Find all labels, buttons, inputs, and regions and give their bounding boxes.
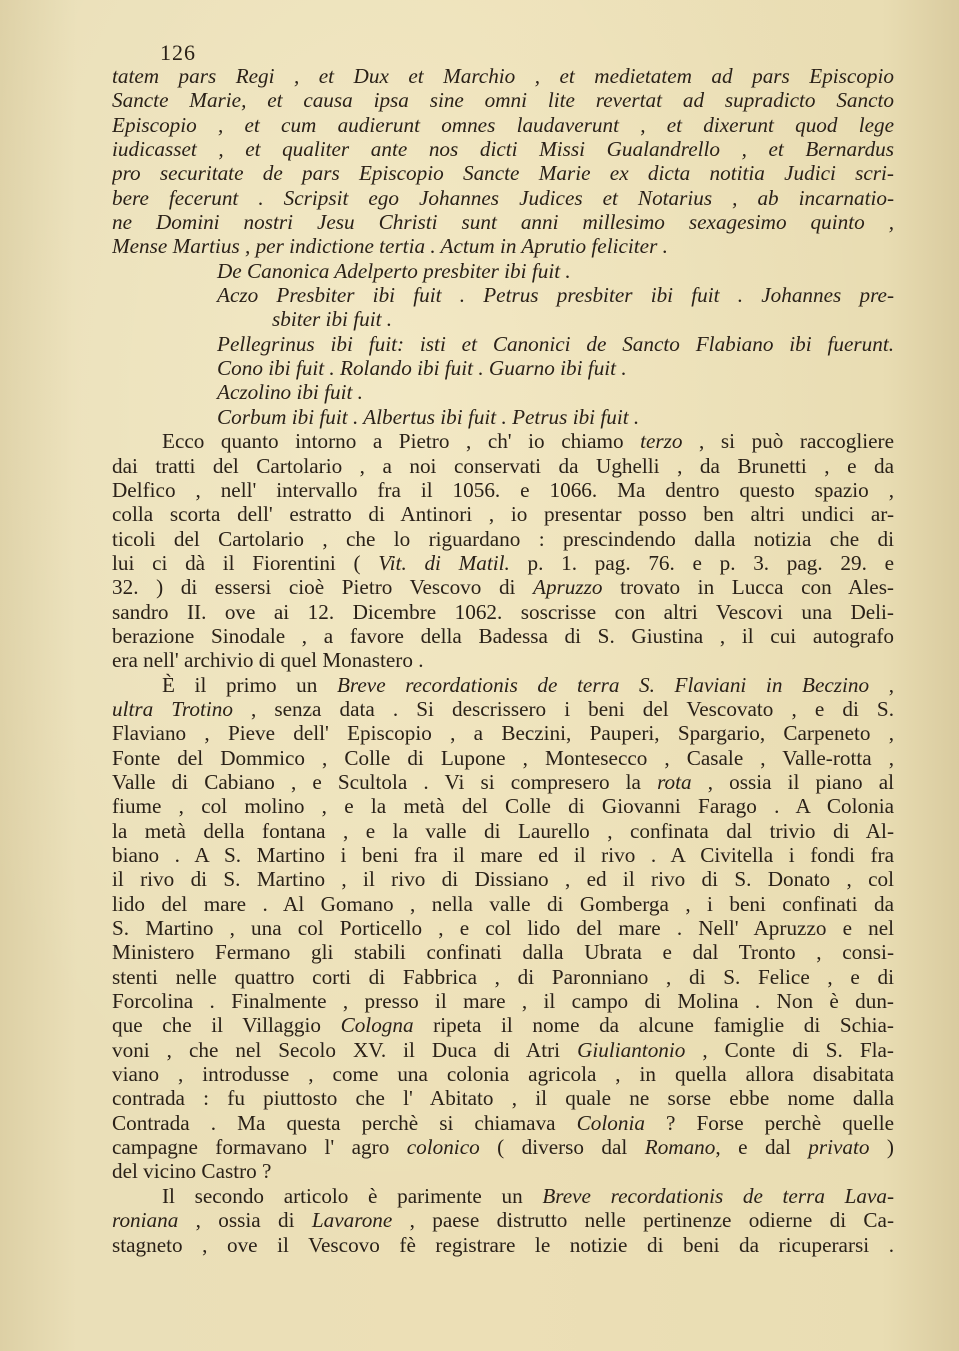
text-line	[112, 186, 894, 210]
roman-text: , Conte di S. Fla-	[685, 1037, 894, 1062]
text-line	[112, 940, 894, 964]
roman-text: )	[869, 1135, 894, 1160]
roman-text: biano . A S. Martino i beni fra il mare ed il rivo . A Civitella i fondi fra	[112, 843, 894, 867]
italic-text: privato	[808, 1135, 870, 1160]
roman-text: ripeta il nome da alcune famiglie di Schia-	[413, 1013, 894, 1038]
italic-text: Breve recordationis de terra Lava-	[542, 1183, 894, 1208]
text-line	[112, 478, 894, 502]
roman-text: dai tratti del Cartolario , a noi conservati da Ughelli , da Brunetti , e da	[112, 453, 894, 478]
roman-text: , si può raccogliere	[682, 429, 894, 454]
roman-text: campagne formavano l' agro	[112, 1135, 407, 1160]
roman-text: ,	[869, 672, 894, 697]
italic-text: iudicasset , et qualiter ante nos dicti Missi Gualandrello , et Bernardus	[112, 137, 894, 162]
roman-text: ticoli del Cartolario , che lo riguardano : prescindendo dalla notizia che di	[112, 526, 894, 551]
text-line	[112, 113, 894, 137]
italic-text: ne Domini nostri Jesu Christi sunt anni millesimo sexagesimo quinto ,	[112, 210, 894, 235]
italic-text: Sancte Marie, et causa ipsa sine omni lite revertat ad supradicto Sancto	[112, 88, 894, 113]
text-line	[112, 1135, 894, 1159]
italic-text: De Canonica Adelperto presbiter ibi fuit .	[217, 258, 571, 283]
italic-text: Breve recordationis de terra S. Flaviani in Beczino	[336, 672, 870, 697]
roman-text: fiume , col molino , e la metà del Colle di Giovanni Farago . A Colonia	[112, 794, 894, 819]
italic-text: colonico	[406, 1135, 480, 1160]
roman-text: trovato in Lucca con Ales-	[602, 575, 894, 600]
italic-text: Giuliantonio	[577, 1037, 686, 1062]
text-line	[112, 234, 894, 258]
roman-text: stagneto , ove il Vescovo fè registrare le notizie di beni da ricuperarsi .	[112, 1232, 894, 1257]
text-line	[112, 819, 894, 843]
text-line	[112, 527, 894, 551]
text-line	[112, 892, 894, 916]
italic-text: terzo	[640, 429, 683, 454]
roman-text: ( diverso dal	[479, 1135, 645, 1160]
text-line	[112, 1111, 894, 1135]
text-line	[112, 380, 894, 404]
roman-text: colla scorta dell' estratto di Antinori , io presentar posso ben altri undici ar-	[112, 502, 894, 527]
italic-text: Episcopio , et cum audierunt omnes laudaverunt , et dixerunt quod lege	[112, 112, 894, 137]
roman-text: viano , introdusse , come una colonia agricola , in quella allora disabitata	[112, 1062, 894, 1087]
italic-text: tatem pars Regi , et Dux et Marchio , et medietatem ad pars Episcopio	[112, 64, 894, 88]
text-line	[112, 454, 894, 478]
italic-text: Lavarone	[311, 1208, 393, 1233]
text-line	[112, 307, 894, 331]
text-line	[112, 405, 894, 429]
roman-text: stenti nelle quattro corti di Fabbrica , di Paronniano , di S. Felice , e di	[112, 964, 894, 989]
text-line	[112, 1184, 894, 1208]
text-line	[112, 356, 894, 380]
text-line	[112, 1013, 894, 1037]
italic-text: Aczo Presbiter ibi fuit . Petrus presbiter ibi fuit . Johannes pre-	[217, 283, 894, 308]
body-text	[112, 64, 894, 1257]
italic-text: Colonia	[576, 1110, 645, 1135]
roman-text: , ossia di	[178, 1208, 312, 1233]
text-line	[112, 697, 894, 721]
roman-text: Flaviano , Pieve dell' Episcopio , a Beczini, Pauperi, Spargario, Carpeneto ,	[112, 721, 894, 746]
roman-text: del vicino Castro ?	[112, 1159, 272, 1184]
text-line	[112, 989, 894, 1013]
text-line	[112, 1233, 894, 1257]
roman-text: Delfico , nell' intervallo fra il 1056. e 1066. Ma dentro questo spazio ,	[112, 477, 894, 502]
roman-text: Valle di Cabiano , e Scultola . Vi si compresero la	[112, 769, 658, 794]
text-line	[112, 88, 894, 112]
italic-text: rota	[657, 769, 692, 794]
italic-text: Pellegrinus ibi fuit: isti et Canonici de Sancto Flabiano ibi fuerunt.	[217, 331, 894, 356]
roman-text: 32. ) di essersi cioè Pietro Vescovo di	[112, 575, 534, 600]
text-line	[112, 624, 894, 648]
roman-text: lido del mare . Al Gomano , nella valle di Gomberga , i beni confinati da	[112, 891, 894, 916]
text-line	[112, 673, 894, 697]
text-line	[112, 283, 894, 307]
roman-text: berazione Sinodale , a favore della Badessa di S. Giustina , il cui autografo	[112, 623, 894, 648]
roman-text: voni , che nel Secolo XV. il Duca di Atri	[112, 1037, 578, 1062]
italic-text: Cologna	[340, 1013, 414, 1038]
text-line	[112, 551, 894, 575]
roman-text: , senza data . Si descrissero i beni del Vescovato , e di S.	[232, 696, 894, 721]
text-line	[112, 332, 894, 356]
text-line	[112, 502, 894, 526]
roman-text: p. 1. pag. 76. e p. 3. pag. 29. e	[509, 550, 894, 575]
text-line	[112, 1038, 894, 1062]
text-line	[112, 1208, 894, 1232]
italic-text: Vit. di Matil.	[378, 550, 510, 575]
roman-text: era nell' archivio di quel Monastero .	[112, 648, 424, 673]
roman-text: il rivo di S. Martino , il rivo di Dissiano , ed il rivo di S. Donato , col	[112, 867, 894, 892]
text-line	[112, 916, 894, 940]
text-line	[112, 1062, 894, 1086]
roman-text: Contrada . Ma questa perchè si chiamava	[112, 1110, 577, 1135]
text-line	[112, 794, 894, 818]
roman-text: , paese distrutto nelle pertinenze odierne di Ca-	[392, 1208, 894, 1233]
roman-text: Ecco quanto intorno a Pietro , ch' io chiamo	[162, 429, 641, 454]
page-number: 126	[160, 40, 196, 65]
roman-text: , e dal	[715, 1135, 809, 1160]
text-line	[112, 259, 894, 283]
italic-text: ultra Trotino	[112, 696, 233, 721]
roman-text: È il primo un	[162, 672, 337, 697]
italic-text: Cono ibi fuit . Rolando ibi fuit . Guarno ibi fuit .	[217, 356, 627, 381]
italic-text: sbiter ibi fuit .	[272, 307, 393, 332]
text-line	[112, 770, 894, 794]
roman-text: sandro II. ove ai 12. Dicembre 1062. soscrisse con altri Vescovi una Deli-	[112, 599, 894, 624]
text-line	[112, 210, 894, 234]
italic-text: Apruzzo	[533, 575, 603, 600]
text-line	[112, 843, 894, 867]
text-line	[112, 965, 894, 989]
roman-text: Il secondo articolo è parimente un	[162, 1183, 543, 1208]
roman-text: la metà della fontana , e la valle di Laurello , confinata dal trivio di Al-	[112, 818, 894, 843]
roman-text: lui ci dà il Fiorentini (	[112, 550, 379, 575]
text-line	[112, 1086, 894, 1110]
text-line	[112, 721, 894, 745]
roman-text: ? Forse perchè quelle	[644, 1110, 894, 1135]
text-line	[112, 161, 894, 185]
italic-text: pro securitate de pars Episcopio Sancte Marie ex dicta notitia Judici scri-	[112, 161, 894, 186]
text-line	[112, 575, 894, 599]
italic-text: Aczolino ibi fuit .	[217, 380, 363, 405]
text-line	[112, 600, 894, 624]
italic-text: roniana	[112, 1208, 179, 1233]
text-line	[112, 137, 894, 161]
text-line	[112, 429, 894, 453]
roman-text: S. Martino , una col Porticello , e col lido del mare . Nell' Apruzzo e nel	[112, 916, 894, 941]
roman-text: , ossia il piano al	[691, 769, 894, 794]
roman-text: que che il Villaggio	[112, 1013, 341, 1038]
italic-text: Corbum ibi fuit . Albertus ibi fuit . Petrus ibi fuit .	[217, 404, 640, 429]
text-line	[112, 1159, 894, 1183]
text-line	[112, 746, 894, 770]
italic-text: bere fecerunt . Scripsit ego Johannes Judices et Notarius , ab incarnatio-	[112, 185, 894, 210]
roman-text: Forcolina . Finalmente , presso il mare , il campo di Molina . Non è dun-	[112, 989, 894, 1014]
text-line	[112, 648, 894, 672]
text-line	[112, 867, 894, 891]
roman-text: contrada : fu piuttosto che l' Abitato , il quale ne sorse ebbe nome dalla	[112, 1086, 894, 1111]
roman-text: Fonte del Dommico , Colle di Lupone , Montesecco , Casale , Valle-rotta ,	[112, 745, 894, 770]
text-line	[112, 64, 894, 88]
italic-text: Mense Martius , per indictione tertia . Actum in Aprutio feliciter .	[112, 234, 668, 259]
italic-text: Romano	[644, 1135, 716, 1160]
roman-text: Ministero Fermano gli stabili confinati dalla Ubrata e dal Tronto , consi-	[112, 940, 894, 965]
